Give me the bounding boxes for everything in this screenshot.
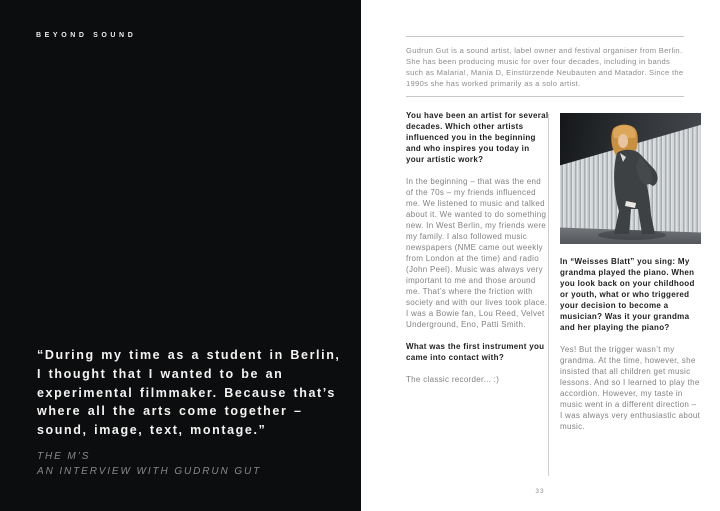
intro-rule-bottom: [406, 96, 684, 97]
intro-paragraph: Gudrun Gut is a sound artist, label owner and festival organiser from Berlin. She has been producing music for over four decades, including in bands such as Malaria!, Mania D, Einstürzende Neubauten and Matador. Since the 1990s she has worked primarily as a solo artist.: [406, 46, 684, 88]
byline-subtitle: AN INTERVIEW WITH GUDRUN GUT: [37, 466, 262, 477]
photo-person-figure: [560, 113, 701, 244]
section-header: BEYOND SOUND: [36, 32, 137, 39]
interview-column-right: [560, 113, 701, 443]
answer-1: In the beginning – that was the end of the 70s – my friends influenced me. We listened to music and talked about it. We wanted to do something new. In West Berlin, my friends were my family. I also followed music newspapers (NME came out weekly from London at the time) and radio (John Peel). Music was always very important to me and those around me. That’s where the friction with society and with our lives took place. I was a Bowie fan, Lou Reed, Velvet Underground, Eno, Patti Smith.: [406, 177, 548, 329]
right-page: [361, 0, 720, 511]
question-1: You have been an artist for several decades. Which other artists influenced you in the beginning and who inspires you today in your artistic work?: [406, 111, 549, 164]
answer-2: The classic recorder... :): [406, 375, 500, 384]
answer-3: Yes! But the trigger wasn’t my grandma. At the time, however, she insisted that all children get music lessons. And so I learned to play the accordion. However, my taste in music went in a different direction – I was always very enthusiastic about music.: [560, 345, 701, 431]
question-3: In “Weisses Blatt” you sing: My grandma played the piano. When you look back on your childhood or youth, what or who triggered your decision to become a musician? Was it your grandma and her playing the piano?: [560, 257, 695, 332]
portrait-photo: [560, 113, 701, 244]
byline: [37, 449, 261, 479]
byline-title: THE M’S: [37, 451, 91, 462]
pull-quote: “During my time as a student in Berlin, I thought that I wanted to be an experimental filmmaker. Because that’s where all the arts come together – sound, image, text, montage.”: [37, 348, 341, 438]
page-number: 33: [535, 488, 545, 495]
intro-rule-top: [406, 36, 684, 37]
column-divider: [548, 114, 549, 476]
question-2: What was the first instrument you came into contact with?: [406, 342, 545, 362]
interview-column-left: [406, 110, 550, 396]
